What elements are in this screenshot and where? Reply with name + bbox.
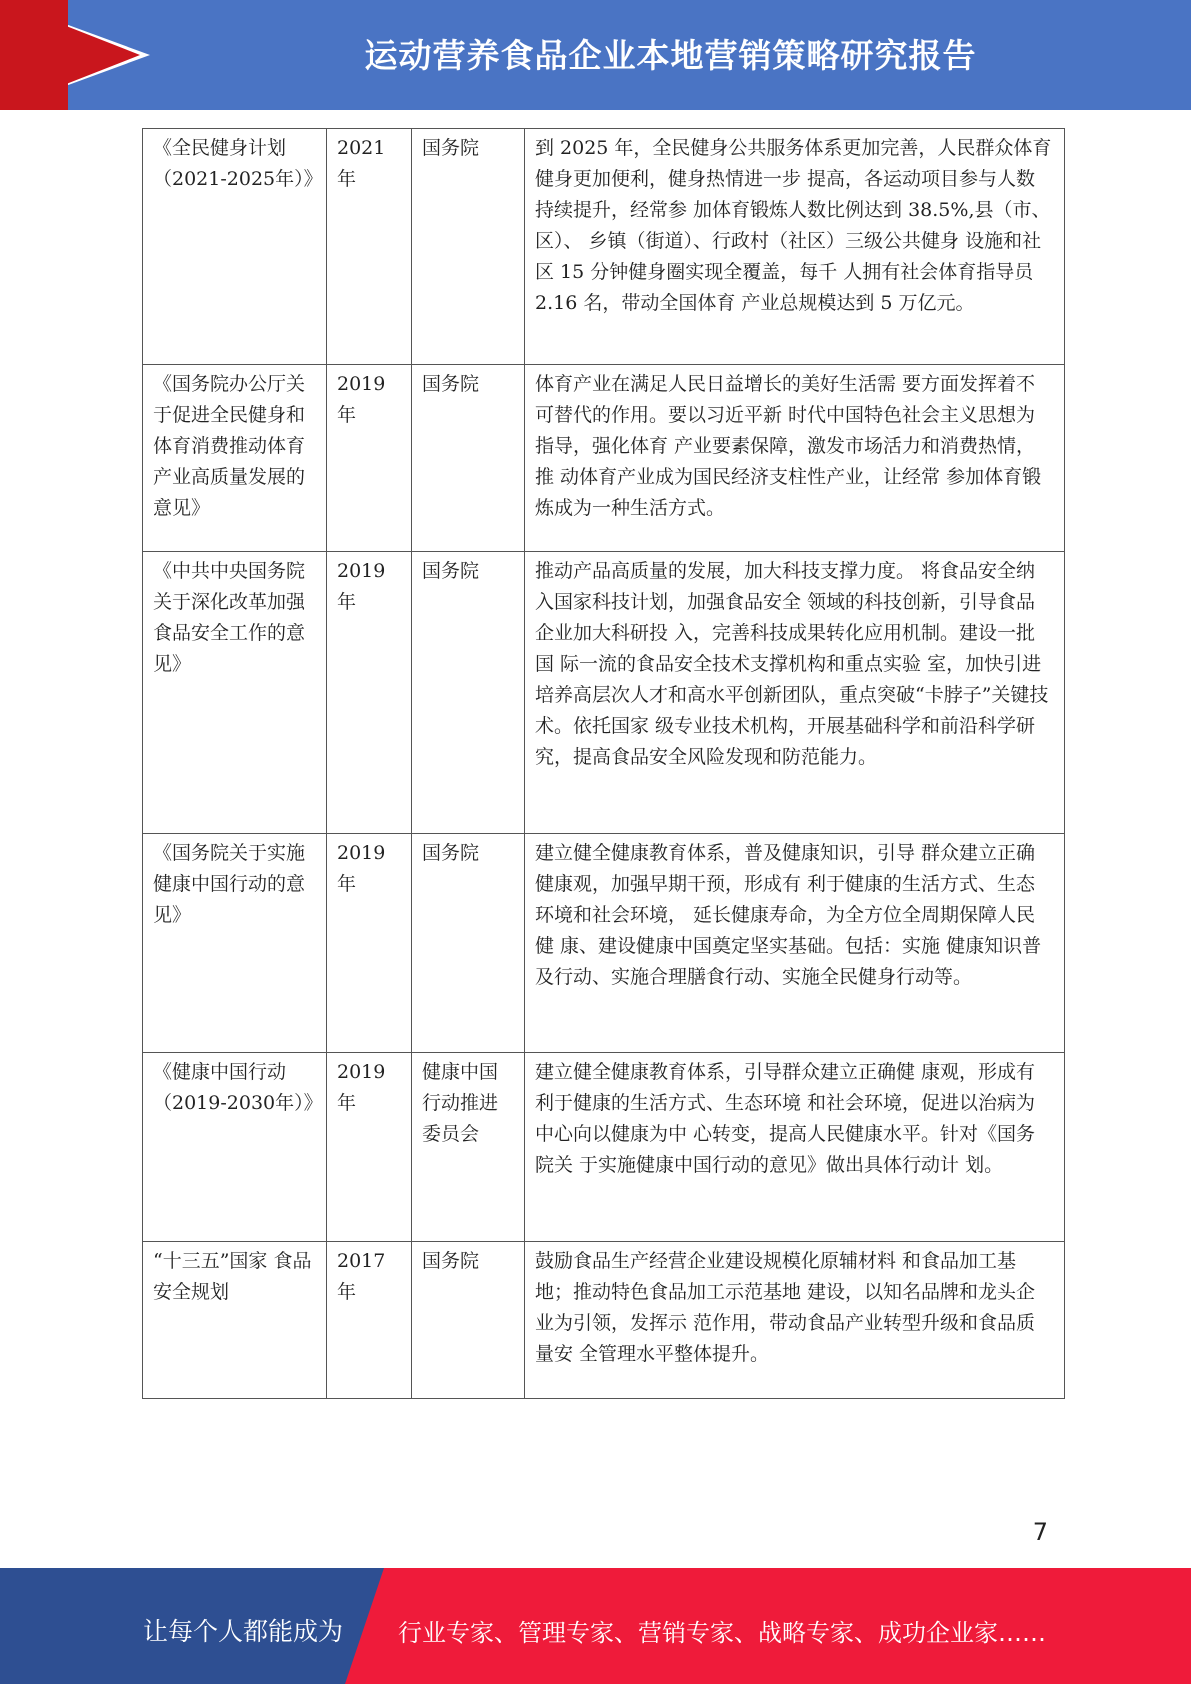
policy-issuer-cell: 国务院 [412,834,525,1053]
policy-issuer-cell: 国务院 [412,365,525,552]
policy-year-cell: 2019年 [327,365,412,552]
policy-name-cell: 《国务院关于实施健康中国行动的意见》 [143,834,327,1053]
policy-name-cell: 《全民健身计划（2021-2025年）》 [143,129,327,365]
policy-issuer-cell: 国务院 [412,1242,525,1399]
table-row [143,834,1065,1053]
header-red-block [0,0,68,110]
policy-content-cell: 体育产业在满足人民日益增长的美好生活需 要方面发挥着不可替代的作用。要以习近平新 时代中国特色社会主义思想为指导，强化体育 产业要素保障，激发市场活力和消费热情，推 动体育产业成为国民经济支柱性产业，让经常 参加体育锻炼成为一种生活方式。 [525,365,1065,552]
header-banner [0,0,1191,110]
table-row [143,1053,1065,1242]
policy-name-cell: 《中共中央国务院关于深化改革加强食品安全工作的意见》 [143,552,327,834]
policy-content-cell: 鼓励食品生产经营企业建设规模化原辅材料 和食品加工基地；推动特色食品加工示范基地 建设，以知名品牌和龙头企业为引领，发挥示 范作用，带动食品产业转型升级和食品质量安 全管理水平整体提升。 [525,1242,1065,1399]
table-row [143,365,1065,552]
policy-year-cell: 2021年 [327,129,412,365]
policy-issuer-cell: 国务院 [412,552,525,834]
policy-year-cell: 2019年 [327,834,412,1053]
table-row [143,552,1065,834]
policy-year-cell: 2019年 [327,1053,412,1242]
policy-issuer-cell: 国务院 [412,129,525,365]
policy-table [142,128,1065,1399]
policy-name-cell: 《国务院办公厅关于促进全民健身和体育消费推动体育产业高质量发展的意见》 [143,365,327,552]
footer-banner [0,1568,1191,1684]
page-number: 7 [1032,1518,1048,1546]
policy-year-cell: 2017年 [327,1242,412,1399]
policy-year-cell: 2019年 [327,552,412,834]
footer-slogan-left: 让每个人都能成为 [143,1617,344,1646]
policy-content-cell: 建立健全健康教育体系，引导群众建立正确健 康观，形成有利于健康的生活方式、生态环境 和社会环境，促进以治病为中心向以健康为中 心转变，提高人民健康水平。针对《国务院关 于实施健康中国行动的意见》做出具体行动计 划。 [525,1053,1065,1242]
policy-content-cell: 到 2025 年，全民健身公共服务体系更加完善，人民群众体育健身更加便利，健身热情进一步 提高，各运动项目参与人数持续提升，经常参 加体育锻炼人数比例达到 38.5%,县（市、区）、 乡镇（街道）、行政村（社区）三级公共健身 设施和社区 15 分钟健身圈实现全覆盖，每千 人拥有社会体育指导员 2.16 名，带动全国体育 产业总规模达到 5 万亿元。 [525,129,1065,365]
policy-issuer-cell: 健康中国行动推进委员会 [412,1053,525,1242]
table-row [143,1242,1065,1399]
footer-slogan-right: 行业专家、管理专家、营销专家、战略专家、成功企业家…… [398,1619,1046,1647]
page-title: 运动营养食品企业本地营销策略研究报告 [364,36,977,75]
policy-content-cell: 建立健全健康教育体系，普及健康知识，引导 群众建立正确健康观，加强早期干预，形成有 利于健康的生活方式、生态环境和社会环境， 延长健康寿命，为全方位全周期保障人民健 康、建设健康中国奠定坚实基础。包括：实施 健康知识普及行动、实施合理膳食行动、实施全民健身行动等。 [525,834,1065,1053]
policy-name-cell: “十三五”国家 食品安全规划 [143,1242,327,1399]
policy-name-cell: 《健康中国行动（2019-2030年）》 [143,1053,327,1242]
policy-content-cell: 推动产品高质量的发展，加大科技支撑力度。 将食品安全纳入国家科技计划，加强食品安全 领域的科技创新，引导食品企业加大科研投 入，完善科技成果转化应用机制。建设一批国 际一流的食品安全技术支撑机构和重点实验 室，加快引进培养高层次人才和高水平创新团队，重点突破“卡脖子”关键技术。依托国家 级专业技术机构，开展基础科学和前沿科学研 究，提高食品安全风险发现和防范能力。 [525,552,1065,834]
table-row [143,129,1065,365]
